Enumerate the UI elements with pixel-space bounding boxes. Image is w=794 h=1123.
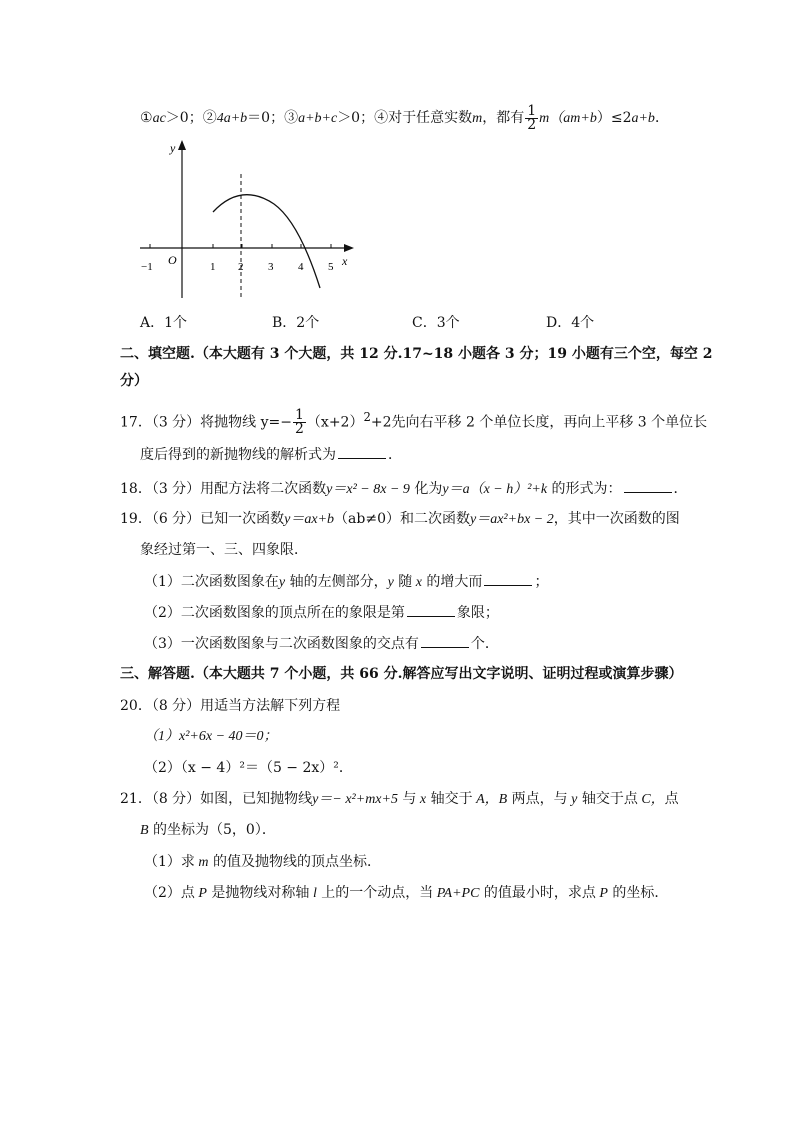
q21-b: y＝− x²+mx+5	[312, 792, 398, 807]
q16-statements	[140, 104, 669, 133]
q19-p1d: y	[387, 575, 394, 590]
q19-p3end: 个．	[470, 636, 499, 652]
q16-s4h: ．	[654, 110, 669, 126]
q16-s3b: a+b+c	[298, 111, 338, 126]
q21-line1	[120, 789, 679, 810]
q18-end: ．	[673, 481, 688, 497]
y-axis-arrow	[178, 140, 186, 150]
q20-part2: （2）（x − 4）²＝（5 − 2x）²．	[144, 760, 353, 776]
q17-sup: 2	[363, 410, 371, 424]
q21-p1: （1）求	[144, 854, 195, 870]
q21-p2c: 是抛物线对称轴	[206, 885, 310, 901]
q21-line2b: 的坐标为（5，0）．	[148, 822, 276, 838]
q19-p1c: 轴的左侧部分，	[285, 574, 388, 590]
q21-p1m: m	[194, 855, 209, 870]
q17-c: +2先向右平移 2 个单位长度，再向上平移 3 个单位长	[370, 414, 708, 431]
q16-s3c: ＞0；	[337, 110, 375, 126]
q21-k: 点	[664, 791, 679, 807]
q16-frac-num: 1	[527, 102, 537, 119]
q19-line1	[120, 509, 680, 530]
q16-s1b: ac	[152, 111, 166, 126]
x-axis-label: x	[342, 254, 348, 268]
q16-s4c: ，都有	[482, 110, 525, 126]
q21-e: 轴交于	[426, 791, 473, 807]
origin-label: O	[168, 253, 177, 267]
q19-part2	[144, 602, 499, 623]
q16-s4e: am+b	[563, 111, 597, 126]
q21-h: y	[567, 792, 578, 807]
q21-p2e: 上的一个动点，当	[316, 885, 434, 901]
q21-line2	[140, 820, 276, 841]
q21-p2d: l	[309, 886, 317, 901]
q17-frac-den: 2	[295, 421, 304, 438]
q16-s2b: 4a+b	[216, 111, 248, 126]
section2-heading-line1: 二、填空题.（本大题有 3 个大题，共 12 分.17~18 小题各 3 分；19 小题有三个空，每空 2	[120, 346, 713, 362]
q19-c: （ab≠0）和二次函数	[334, 511, 470, 527]
q21-c: 与	[397, 791, 417, 807]
q16-frac-den: 2	[527, 116, 537, 133]
q16-s2c: ＝0；	[247, 110, 285, 126]
q19-blank2[interactable]	[407, 602, 455, 617]
q18-blank[interactable]	[624, 478, 672, 493]
tick-label-3: 3	[268, 261, 274, 273]
q19-a: 19．（6 分）已知一次函数	[120, 511, 285, 527]
q17-frac-num: 1	[295, 407, 304, 424]
q16-s4d: m（	[539, 111, 564, 126]
q16-s1c: ＞0；	[165, 110, 203, 126]
q17-line2	[140, 444, 402, 465]
q19-part1	[144, 571, 548, 593]
q19-p1f: x	[412, 575, 422, 590]
q18-a: 18．（3 分）用配方法将二次函数	[120, 481, 327, 497]
q17-blank[interactable]	[338, 444, 386, 459]
q19-d: y＝ax²+bx − 2	[470, 512, 554, 527]
option-a: A．1个	[140, 315, 188, 331]
q19-p1g: 的增大而	[421, 574, 483, 590]
q16-parabola-graph	[134, 138, 364, 302]
option-c: C．3个	[412, 315, 460, 331]
q16-s2: ②	[202, 110, 217, 126]
q19-p1a: （1）二次函数图象在	[144, 574, 279, 590]
q17-b: （x+2）	[306, 414, 364, 431]
q21-g: 两点，与	[507, 791, 568, 807]
q17-line2-text: 度后得到的新抛物线的解析式为	[140, 447, 336, 463]
y-axis-label: y	[170, 141, 176, 155]
q17-fraction	[293, 409, 306, 436]
tick-label-5: 5	[328, 261, 334, 273]
q21-f: A，B	[472, 792, 508, 807]
q16-s1: ①	[140, 110, 153, 126]
parabola-curve	[213, 195, 320, 288]
q17-end: ．	[388, 447, 402, 463]
q19-p2a: （2）二次函数图象的顶点所在的象限是第	[144, 605, 405, 621]
q16-fraction	[525, 102, 538, 133]
q19-blank3[interactable]	[421, 633, 469, 648]
q21-p2b: P	[194, 886, 207, 901]
q17-line1	[120, 402, 707, 438]
q21-part2	[144, 883, 668, 904]
q16-s4m: m	[472, 111, 483, 126]
section3-heading: 三、解答题.（本大题共 7 个小题，共 66 分.解答应写出文字说明、证明过程或演算步骤）	[120, 666, 683, 682]
q19-p2end: 象限；	[456, 605, 499, 621]
q19-line2: 象经过第一、三、四象限．	[140, 542, 308, 558]
q19-blank1[interactable]	[484, 571, 532, 586]
q20-part1: （1）x²+6x − 40＝0；	[144, 729, 278, 744]
q18-d: y＝a（x − h）²+k	[442, 482, 548, 497]
tick-label-2: 2	[238, 261, 244, 273]
q16-s3: ③	[284, 110, 299, 126]
q18-e: 的形式为：	[547, 481, 622, 497]
section2-heading-line2: 分）	[120, 373, 148, 389]
q18-line	[120, 478, 688, 500]
q19-e: ，其中一次函数的图	[553, 511, 680, 527]
q18-b: y＝x² − 8x − 9	[326, 482, 410, 497]
q21-p2h: P	[595, 886, 608, 901]
q16-s4g: a+b	[631, 111, 655, 126]
option-d: D．4个	[546, 315, 595, 331]
tick-label-1: 1	[210, 261, 216, 273]
q17-a: 17．（3 分）将抛物线 y=−	[120, 414, 292, 431]
tick-label-4: 4	[298, 261, 304, 273]
x-axis-arrow	[344, 244, 354, 252]
q19-p3a: （3）一次函数图象与二次函数图象的交点有	[144, 636, 419, 652]
q19-p1b: y	[278, 575, 286, 590]
tick-label-minus1: −1	[141, 261, 153, 273]
q19-b: y＝ax+b	[284, 512, 335, 527]
q21-line2a: B	[140, 823, 149, 838]
q20-line: 20．（8 分）用适当方法解下列方程	[120, 698, 341, 714]
q21-p2a: （2）点	[144, 885, 195, 901]
q18-c: 化为	[409, 481, 443, 497]
q19-p1end: ；	[534, 574, 549, 590]
q21-p2i: 的坐标．	[607, 885, 669, 901]
option-b: B．2个	[272, 315, 320, 331]
q21-i: 轴交于点	[577, 791, 638, 807]
q19-p1e: 随	[393, 574, 413, 590]
q21-p1b: 的值及抛物线的顶点坐标．	[208, 854, 381, 870]
q21-j: C，	[637, 792, 665, 807]
q21-part1	[144, 852, 381, 873]
q21-a: 21．（8 分）如图，已知抛物线	[120, 791, 313, 807]
q21-p2g: 的值最小时，求点	[479, 885, 596, 901]
q19-part3	[144, 633, 499, 654]
q21-p2f: PA+PC	[433, 886, 480, 901]
q21-d: x	[416, 792, 427, 807]
q16-s4: ④对于任意实数	[374, 110, 473, 126]
q16-s4f: ）≤2	[596, 110, 632, 126]
